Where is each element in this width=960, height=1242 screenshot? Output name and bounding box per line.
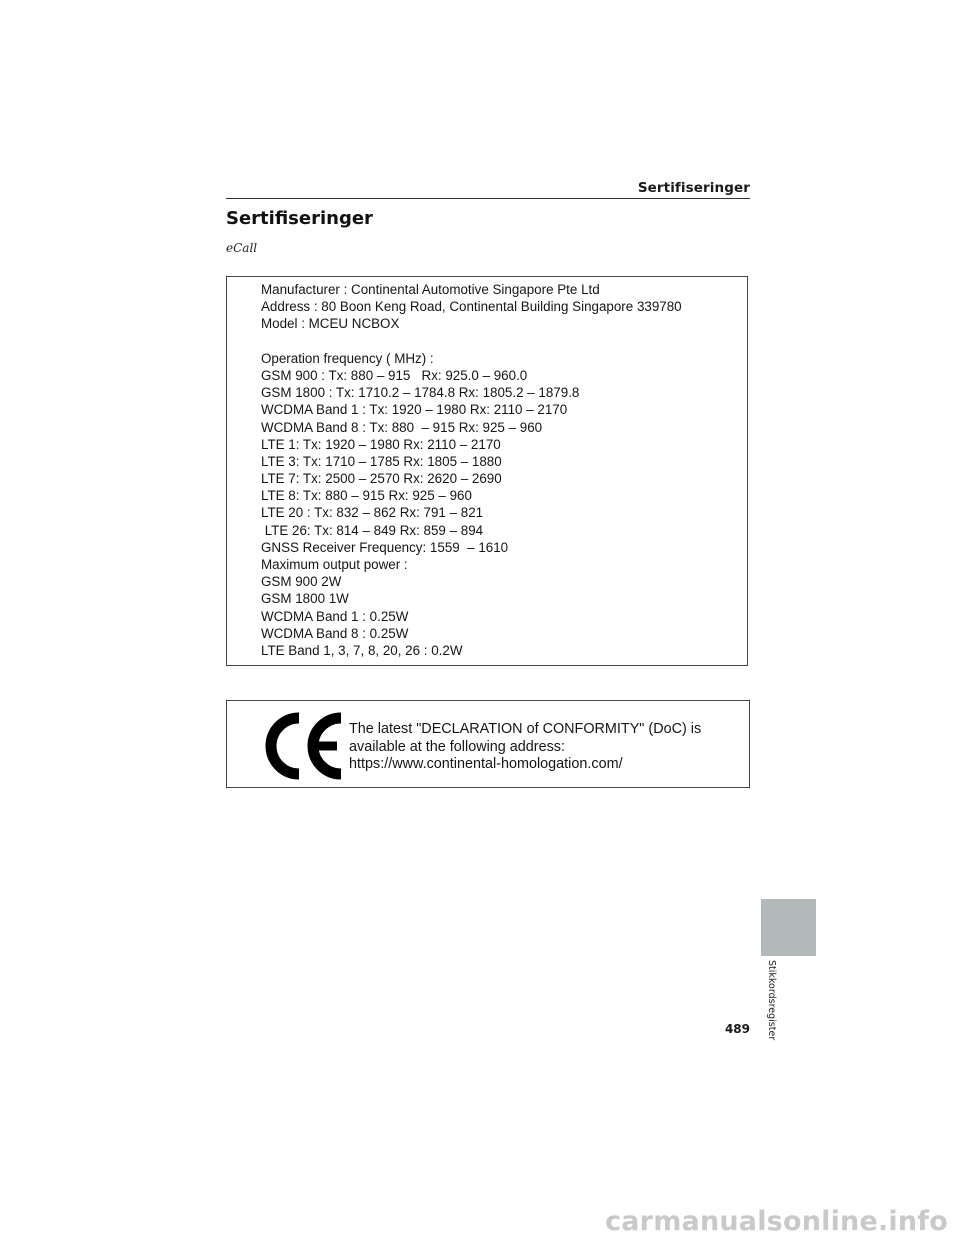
spec-line: LTE 7: Tx: 2500 – 2570 Rx: 2620 – 2690 — [261, 471, 502, 487]
spec-line: GNSS Receiver Frequency: 1559 – 1610 — [261, 539, 509, 555]
doc-box — [226, 700, 750, 788]
side-tab-label: Stikkordsregister — [766, 960, 777, 1041]
spec-line: LTE 26: Tx: 814 – 849 Rx: 859 – 894 — [261, 522, 484, 538]
doc-url: https://www.continental-homologation.com/ — [349, 756, 623, 772]
section-title: Sertifiseringer — [226, 208, 373, 229]
running-header: Sertifiseringer — [637, 180, 750, 196]
spec-box — [226, 276, 748, 666]
side-tab — [761, 899, 816, 956]
doc-line: The latest "DECLARATION of CONFORMITY" (DoC) is — [349, 721, 702, 737]
spec-line — [261, 333, 682, 350]
spec-line: LTE Band 1, 3, 7, 8, 20, 26 : 0.2W — [261, 642, 463, 658]
spec-line: GSM 900 2W — [261, 574, 342, 590]
spec-line: LTE 3: Tx: 1710 – 1785 Rx: 1805 – 1880 — [261, 453, 502, 469]
spec-line: Model : MCEU NCBOX — [261, 316, 400, 332]
spec-line: Manufacturer : Continental Automotive Singapore Pte Ltd — [261, 282, 600, 297]
spec-line: GSM 1800 : Tx: 1710.2 – 1784.8 Rx: 1805.2 – 1879.8 — [261, 385, 580, 401]
spec-line: WCDMA Band 8 : Tx: 880 – 915 Rx: 925 – 960 — [261, 419, 543, 435]
watermark-text: carmanualsonline.info — [605, 1206, 948, 1237]
spec-line: WCDMA Band 8 : 0.25W — [261, 625, 409, 641]
spec-line: LTE 20 : Tx: 832 – 862 Rx: 791 – 821 — [261, 505, 484, 521]
spec-lines — [261, 281, 682, 659]
header-rule — [226, 198, 750, 199]
doc-line: available at the following address: — [349, 738, 565, 755]
side-label-wrap — [766, 960, 782, 1041]
watermark — [0, 1206, 960, 1242]
spec-line: LTE 1: Tx: 1920 – 1980 Rx: 2110 – 2170 — [261, 436, 501, 452]
page-number: 489 — [724, 1022, 750, 1036]
doc-text — [349, 721, 701, 774]
spec-line: LTE 8: Tx: 880 – 915 Rx: 925 – 960 — [261, 488, 472, 504]
spec-line: Maximum output power : — [261, 557, 408, 572]
subsection-title: eCall — [226, 241, 258, 255]
spec-line: Operation frequency ( MHz) : — [261, 350, 434, 366]
spec-line: WCDMA Band 1 : 0.25W — [261, 608, 409, 624]
spec-line: WCDMA Band 1 : Tx: 1920 – 1980 Rx: 2110 – 2170 — [261, 402, 568, 418]
spec-line: GSM 900 : Tx: 880 – 915 Rx: 925.0 – 960.0 — [261, 367, 528, 383]
spec-line: Address : 80 Boon Keng Road, Continental Building Singapore 339780 — [261, 299, 682, 315]
spec-line: GSM 1800 1W — [261, 591, 349, 607]
ce-mark-icon — [261, 711, 347, 781]
